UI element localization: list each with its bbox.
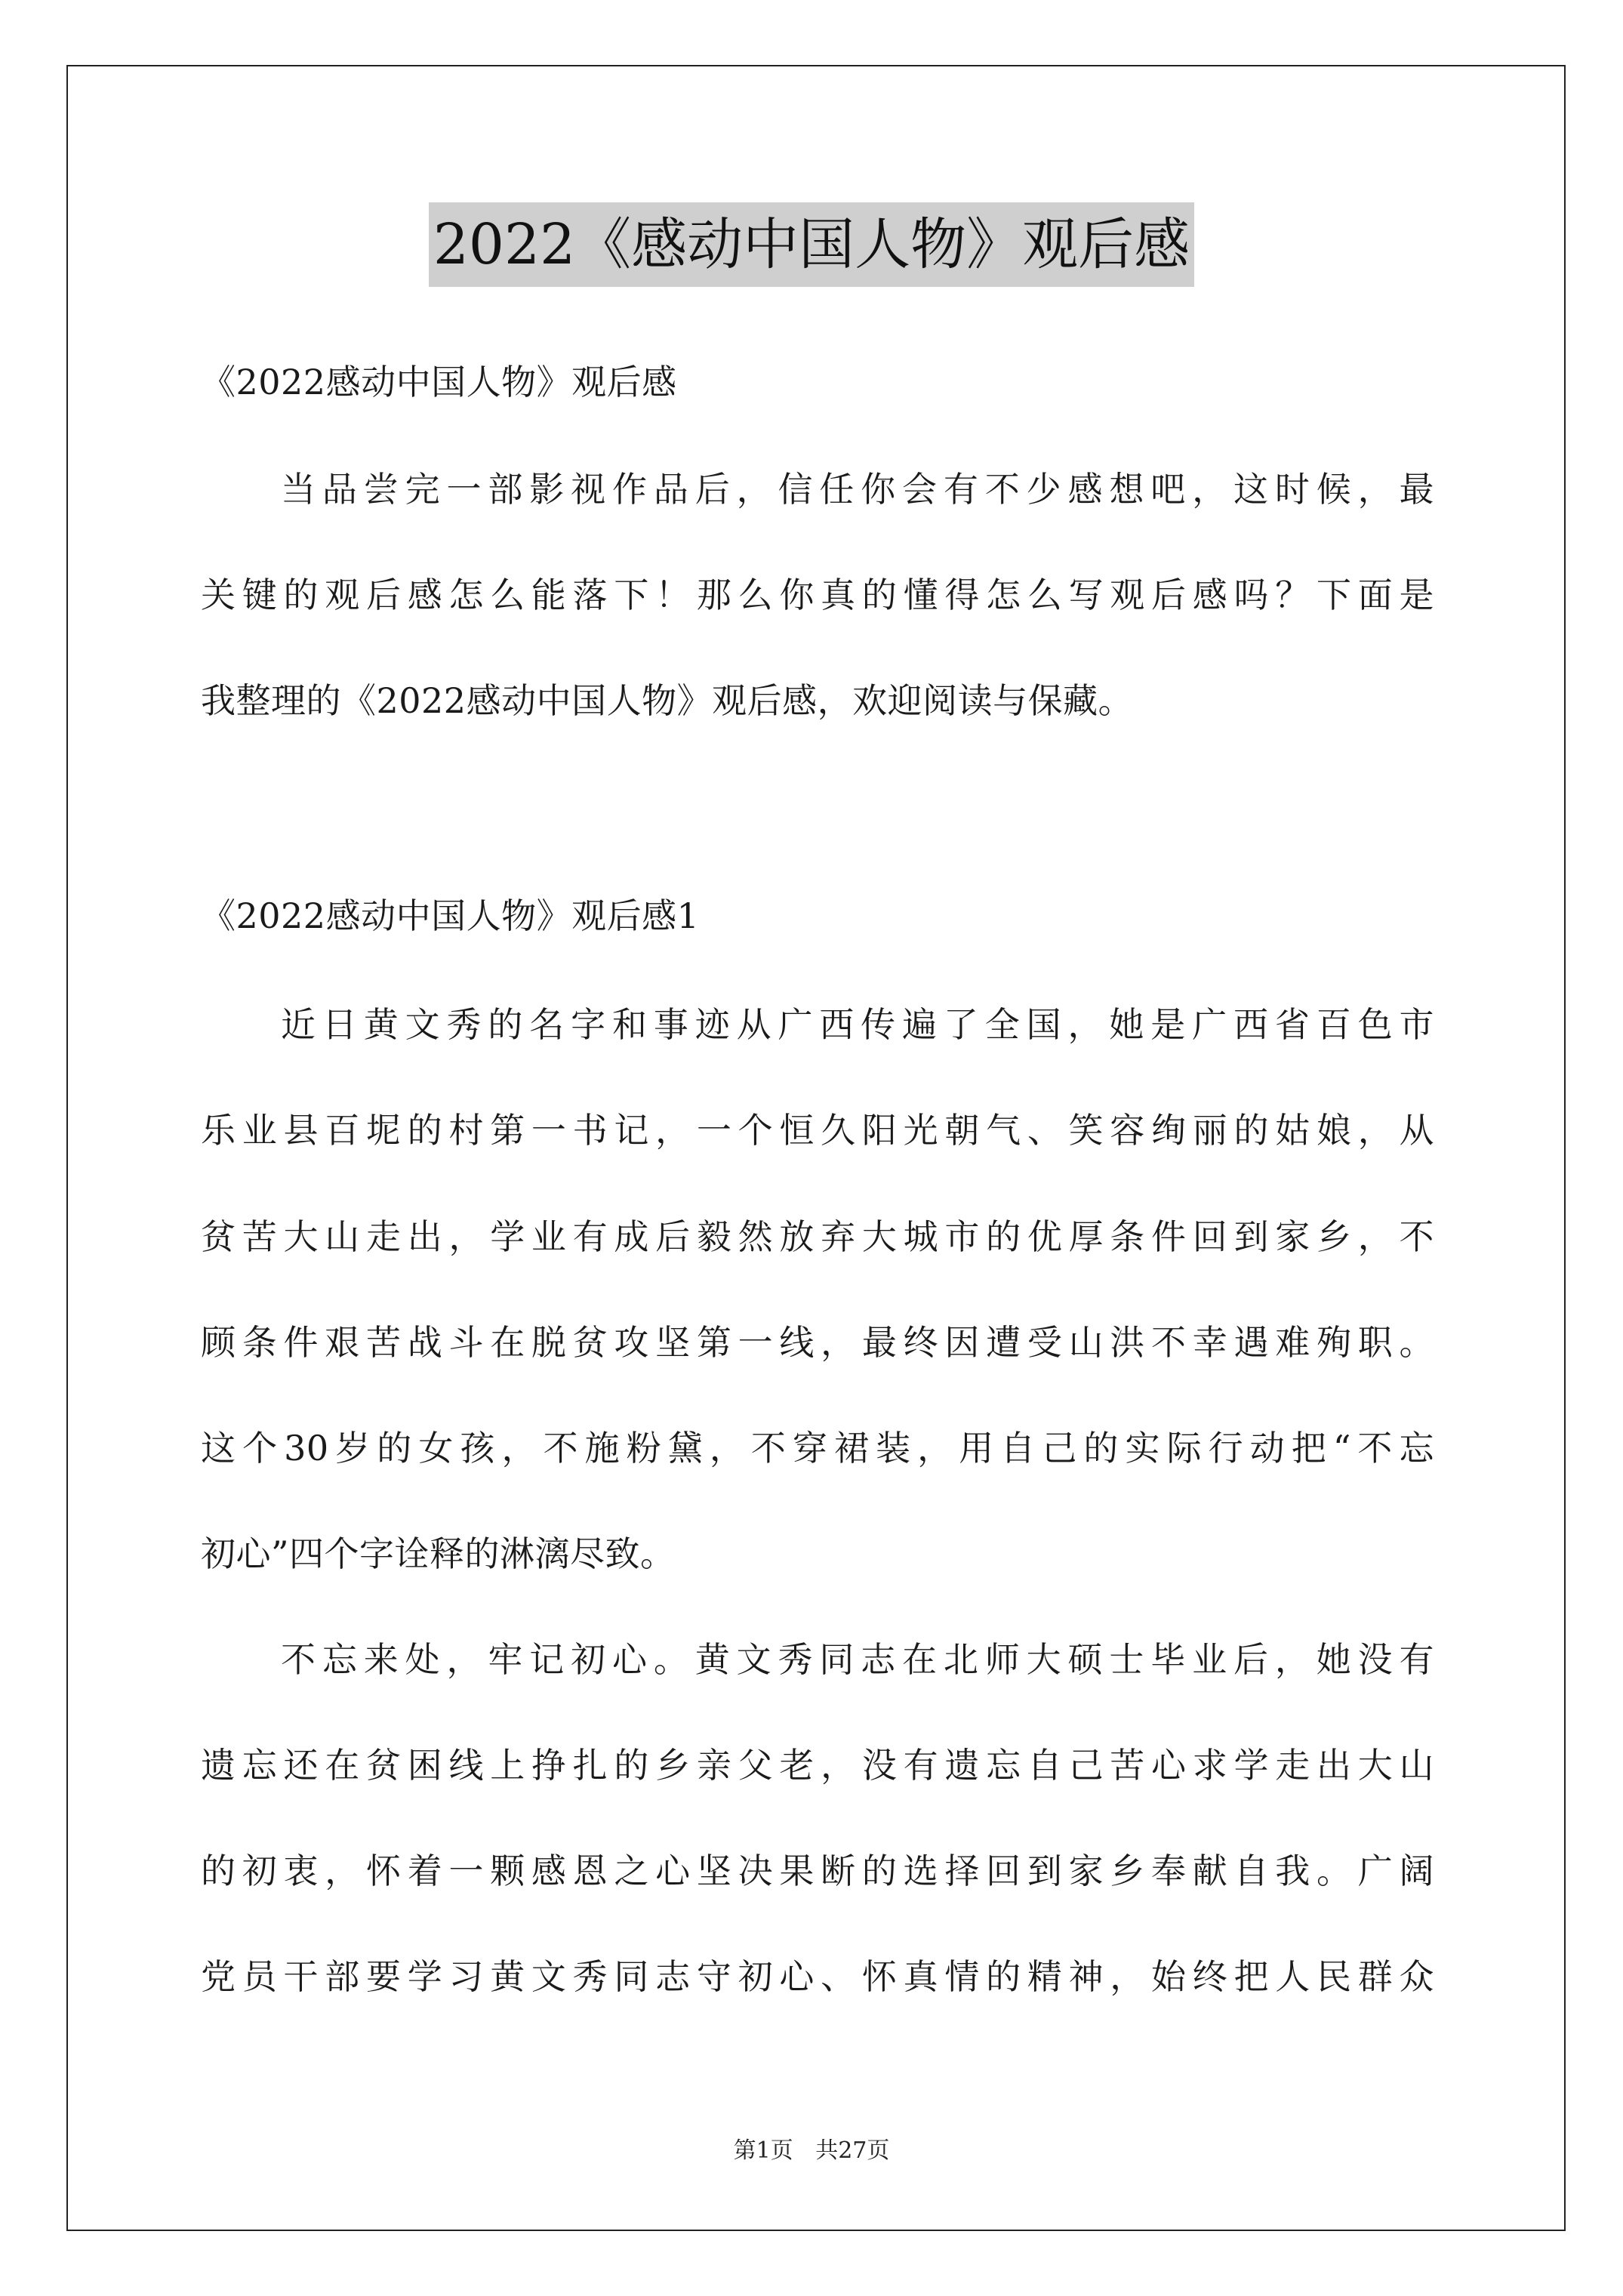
paragraph-line: 的初衷，怀着一颗感恩之心坚决果断的选择回到家乡奉献自我。广阔 xyxy=(201,1851,1434,1891)
paragraph-line: 我整理的《2022感动中国人物》观后感，欢迎阅读与保藏。 xyxy=(201,680,1134,721)
subtitle-line: 《2022感动中国人物》观后感 xyxy=(201,362,677,402)
paragraph-line: 初心”四个字诠释的淋漓尽致。 xyxy=(201,1533,676,1574)
page-total: 共27页 xyxy=(815,2137,890,2164)
paragraph-line: 乐业县百坭的村第一书记，一个恒久阳光朝气、笑容绚丽的姑娘，从 xyxy=(201,1110,1434,1151)
paragraph-line: 这个30岁的女孩，不施粉黛，不穿裙装，用自己的实际行动把“不忘 xyxy=(201,1428,1434,1469)
paragraph-line: 近日黄文秀的名字和事迹从广西传遍了全国，她是广西省百色市 xyxy=(281,1004,1434,1045)
paragraph-line: 贫苦大山走出，学业有成后毅然放弃大城市的优厚条件回到家乡，不 xyxy=(201,1216,1434,1257)
section-heading: 《2022感动中国人物》观后感1 xyxy=(201,895,700,936)
page-footer xyxy=(0,2136,1623,2166)
paragraph-line: 党员干部要学习黄文秀同志守初心、怀真情的精神，始终把人民群众 xyxy=(201,1956,1434,1997)
paragraph-line: 不忘来处，牢记初心。黄文秀同志在北师大硕士毕业后，她没有 xyxy=(281,1639,1434,1680)
paragraph-line: 顾条件艰苦战斗在脱贫攻坚第一线，最终因遭受山洪不幸遇难殉职。 xyxy=(201,1322,1434,1363)
paragraph-line: 关键的观后感怎么能落下！那么你真的懂得怎么写观后感吗？下面是 xyxy=(201,575,1434,615)
title-container xyxy=(0,202,1623,287)
page-number: 第1页 xyxy=(733,2137,793,2164)
document-title: 2022《感动中国人物》观后感 xyxy=(429,202,1194,287)
paragraph-line: 遗忘还在贫困线上挣扎的乡亲父老，没有遗忘自己苦心求学走出大山 xyxy=(201,1745,1434,1786)
paragraph-line: 当品尝完一部影视作品后，信任你会有不少感想吧，这时候，最 xyxy=(281,469,1434,510)
